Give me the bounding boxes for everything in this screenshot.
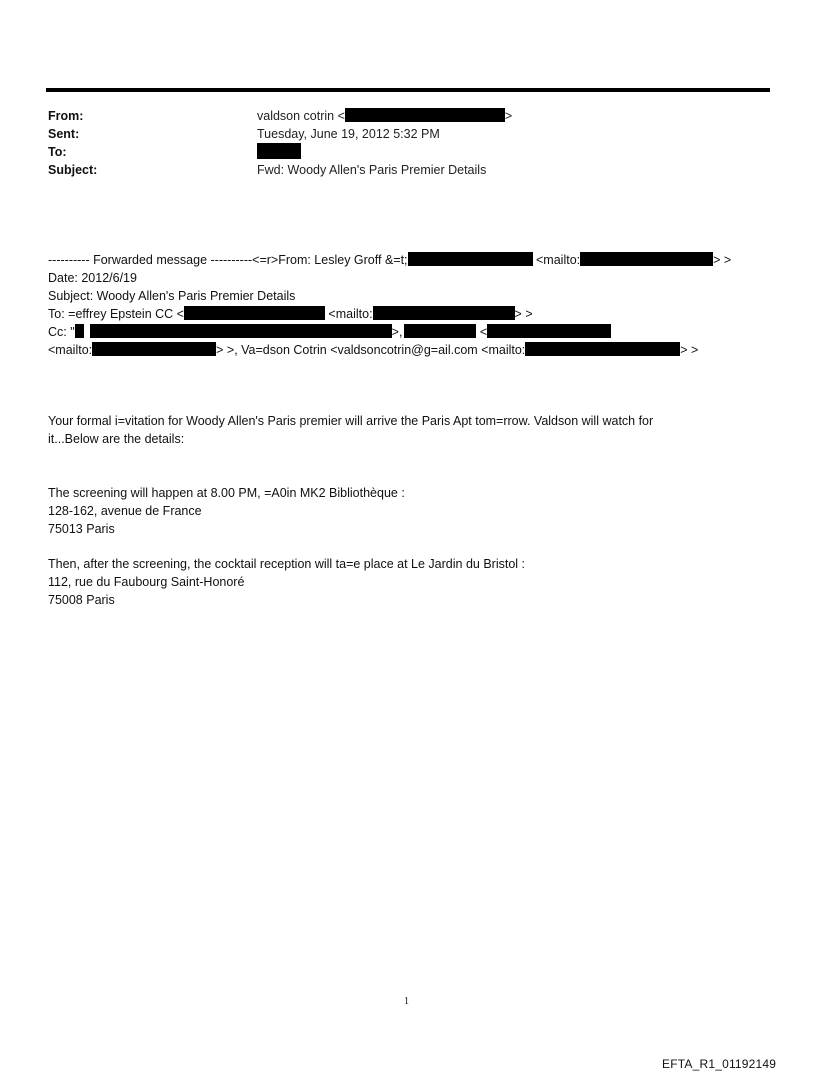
cc-separator: >, — [391, 325, 403, 339]
to-label: To: — [48, 145, 67, 159]
redaction-box — [525, 342, 680, 356]
redaction-box — [90, 324, 392, 338]
cc-bracket: < — [476, 325, 488, 339]
from-label: From: — [48, 109, 84, 123]
redaction-box — [373, 306, 515, 320]
subject-label: Subject: — [48, 163, 98, 177]
cc-text: Cc: " — [48, 325, 75, 339]
mailto-close: > > — [680, 343, 699, 357]
forwarded-cc — [48, 323, 611, 341]
to-value — [257, 143, 301, 162]
forwarded-line-from — [48, 251, 731, 269]
mailto-text: <mailto: — [532, 253, 581, 267]
forwarded-subject: Subject: Woody Allen's Paris Premier Details — [48, 289, 296, 303]
header-divider — [46, 88, 770, 92]
redaction-box — [404, 324, 476, 338]
mailto-close: > > — [514, 307, 533, 321]
from-name: valdson cotrin < — [257, 109, 345, 123]
forwarded-from-text: ---------- Forwarded message ----------<=r>From: Lesley Groff &=t; — [48, 253, 408, 267]
forwarded-to-text: To: =effrey Epstein CC < — [48, 307, 184, 321]
from-value — [257, 107, 512, 125]
body-line: Your formal i=vitation for Woody Allen's Paris premier will arrive the Paris Apt tom=rrow. Valdson will watch for — [48, 414, 654, 428]
redaction-box — [92, 342, 216, 356]
mailto-text: <mailto: — [324, 307, 373, 321]
forwarded-recipients — [48, 341, 698, 359]
body-line: 112, rue du Faubourg Saint-Honoré — [48, 575, 245, 589]
redaction-box — [75, 324, 84, 338]
mailto-text: <mailto: — [48, 343, 93, 357]
bates-number: EFTA_R1_01192149 — [662, 1057, 777, 1071]
mailto-close: > > — [713, 253, 732, 267]
body-line: it...Below are the details: — [48, 432, 185, 446]
body-line: The screening will happen at 8.00 PM, =A0in MK2 Bibliothèque : — [48, 486, 405, 500]
body-line: 128-162, avenue de France — [48, 504, 202, 518]
sent-value: Tuesday, June 19, 2012 5:32 PM — [257, 127, 440, 141]
sent-label: Sent: — [48, 127, 80, 141]
redaction-box — [184, 306, 325, 320]
redaction-box — [580, 252, 713, 266]
redaction-box — [345, 108, 505, 122]
subject-value: Fwd: Woody Allen's Paris Premier Details — [257, 163, 487, 177]
body-line: Then, after the screening, the cocktail reception will ta=e place at Le Jardin du Bristol : — [48, 557, 525, 571]
from-close: > — [504, 109, 513, 123]
forwarded-date: Date: 2012/6/19 — [48, 271, 137, 285]
redaction-box — [408, 252, 533, 266]
redaction-box — [487, 324, 611, 338]
forwarded-to — [48, 305, 533, 323]
body-line: 75008 Paris — [48, 593, 115, 607]
redaction-box — [257, 143, 301, 159]
recipient-text: > >, Va=dson Cotrin <valdsoncotrin@g=ail.com <mailto: — [216, 343, 526, 357]
body-line: 75013 Paris — [48, 522, 115, 536]
page-number: 1 — [404, 996, 409, 1007]
